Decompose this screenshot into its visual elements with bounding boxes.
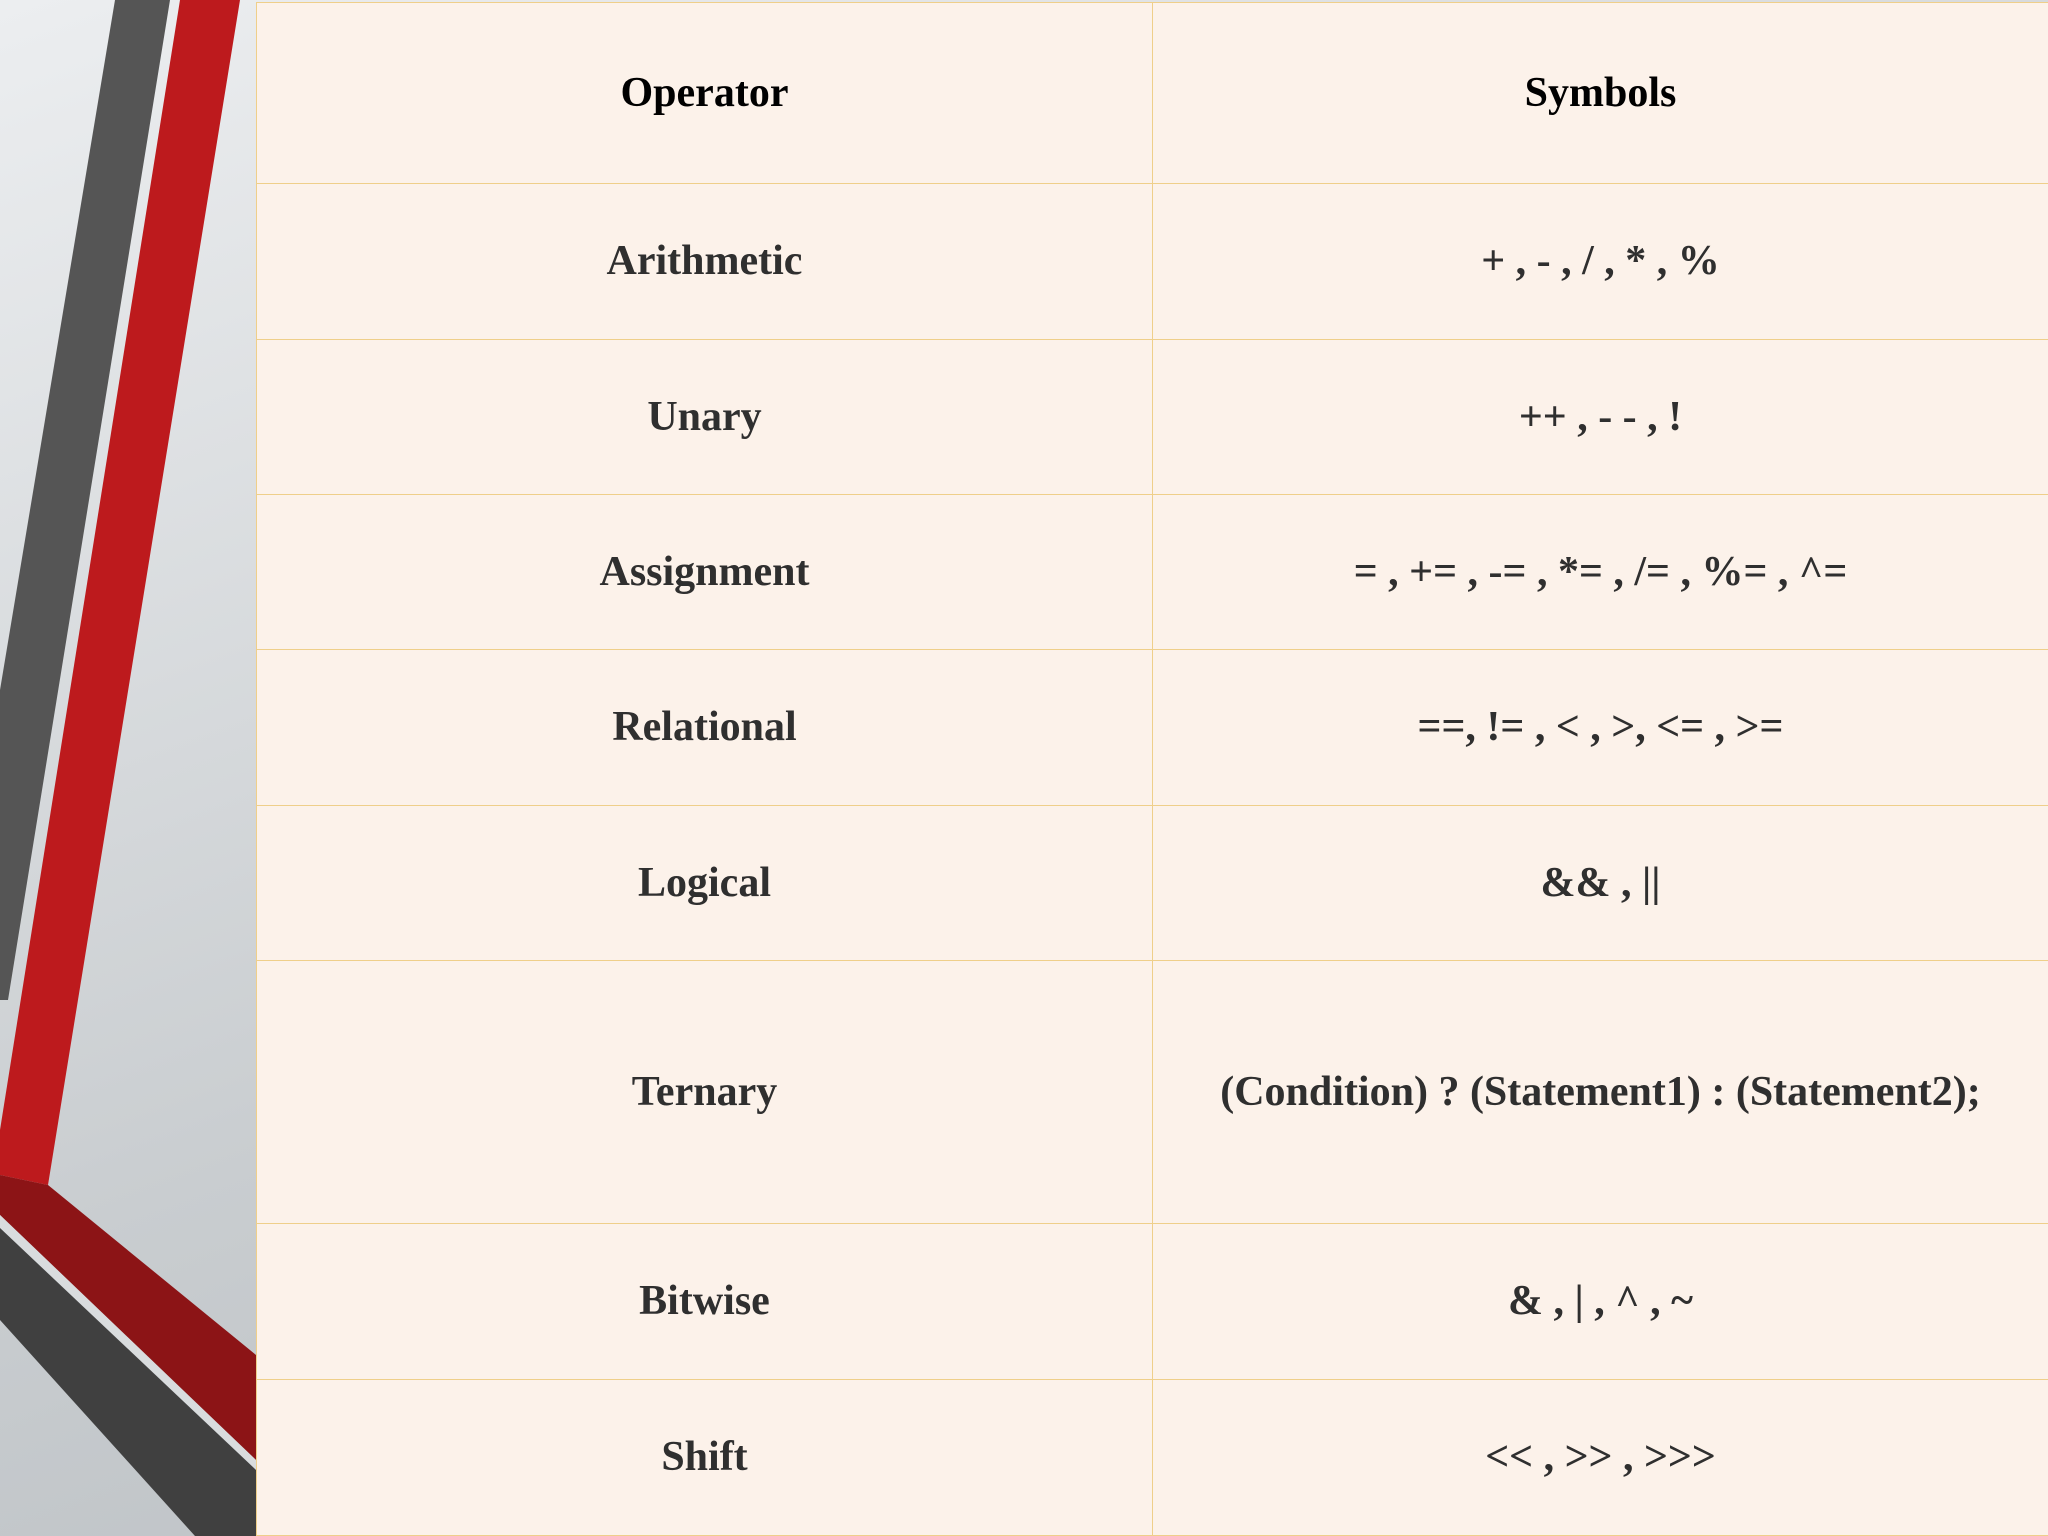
table-row [257,494,2048,649]
symbols-cell: + , - , / , * , % [1153,184,2048,339]
table-row [257,184,2048,339]
header-symbols: Symbols [1153,3,2048,184]
table-row [257,650,2048,805]
symbols-cell: & , | , ^ , ~ [1153,1224,2048,1379]
operator-cell: Logical [257,805,1153,960]
operator-cell: Unary [257,339,1153,494]
operators-table [256,2,2048,1536]
symbols-cell: << , >> , >>> [1153,1379,2048,1535]
table-row [257,1224,2048,1379]
symbols-cell: ==, != , < , >, <= , >= [1153,650,2048,805]
table-row [257,960,2048,1224]
symbols-cell: ++ , - - , ! [1153,339,2048,494]
symbols-cell: (Condition) ? (Statement1) : (Statement2); [1153,960,2048,1224]
operator-cell: Shift [257,1379,1153,1535]
operator-cell: Bitwise [257,1224,1153,1379]
operator-cell: Arithmetic [257,184,1153,339]
table-header-row [257,3,2048,184]
operator-cell: Assignment [257,494,1153,649]
operator-cell: Relational [257,650,1153,805]
operator-cell: Ternary [257,960,1153,1224]
operators-table-container [256,2,2048,1536]
symbols-cell: && , || [1153,805,2048,960]
table-row [257,805,2048,960]
header-operator: Operator [257,3,1153,184]
table-row [257,1379,2048,1535]
symbols-cell: = , += , -= , *= , /= , %= , ^= [1153,494,2048,649]
table-row [257,339,2048,494]
